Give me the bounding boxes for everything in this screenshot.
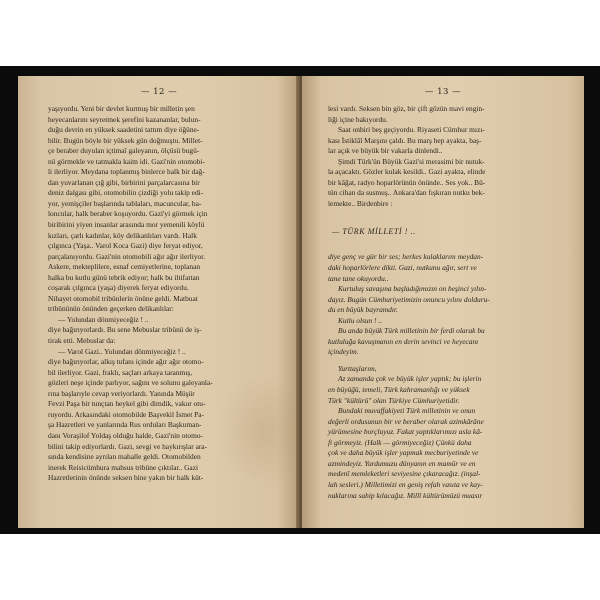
text-line: Yurttaşlarım, xyxy=(338,363,377,373)
text-line: liği içine bakıyordu. xyxy=(328,114,388,124)
text-line: sında kendisine ayrılan mahalle geldi. Otomobilden xyxy=(48,452,201,462)
text-line: Kurtuluş savaşına başladığımızın on beşinci yılın- xyxy=(338,284,487,294)
text-line: içindeyim. xyxy=(328,347,359,357)
text-line: kutluluğa kavuşmanın en derin sevinci ve heyecanı xyxy=(328,336,479,346)
text-line: dayız. Bugün Cümhuriyetimizin onuncu yılını dolduru- xyxy=(328,294,490,304)
text-line: tane tane okuyordu.. xyxy=(328,273,389,283)
text-line: bilini takip ediyorlardı. Gazi, sevgi ve haykırışlar ara- xyxy=(48,441,208,451)
text-line: lar açık ve büyük bir vakarla dinlendi.. xyxy=(328,146,443,156)
text-line: diye bağırıyorlar, alkış tufanı içinde ağır ağır otomo- xyxy=(48,357,204,367)
speech-text xyxy=(328,252,566,501)
text-line: Nihayet otomobil tribünlerin önüne geldi. Matbuat xyxy=(48,293,198,303)
text-line: — Yolundan dönmiyeceğiz ! .. xyxy=(58,314,149,324)
text-line: naklarına sahip kılacağız. Millî kültürümüzü muasır xyxy=(328,490,483,500)
text-line: halka bu kutlu günü tebrik ediyor; halk bu iltifattan xyxy=(48,272,200,282)
text-line: tün cihan da susmuş.. Ankara'dan fışkıran nutku bek- xyxy=(328,188,485,198)
text-line: kızları, çarlı kadınlar, köy delikanlıları vardı. Halk xyxy=(48,230,197,240)
text-line: tirak etti. Mebuslar da: xyxy=(48,336,116,346)
text-line: biribirini yiyen insanlar arasında mor yemenili köylü xyxy=(48,220,205,230)
text-line: loncular, halk beraber koşuyordu. Gazi'yi görmek için xyxy=(48,209,208,219)
right-page xyxy=(302,76,584,528)
text-line: yaşıyordu. Yeni bir devlet kurmuş bir milletin şen xyxy=(48,104,195,113)
text-line: coşarak çılgınca (yaşa) diyerek feryat ediyordu. xyxy=(48,283,189,293)
text-line: şa Hazretleri ve yanlarında Rus orduları Başkuman- xyxy=(48,420,202,430)
text-line: Kutlu olsun ! .. xyxy=(338,315,383,325)
text-line: bilir. Bugün böyle bir yüksek gün doğmuştu. Millet- xyxy=(48,135,203,145)
text-line: Az zamanda çok ve büyük işler yaptık; bu işlerin xyxy=(338,374,482,384)
text-line: lesi vardı. Seksen bin göz, bir çift gözün mavi engin- xyxy=(328,104,485,113)
text-line: yürümesine borçluyuz. Fakat yaptıklarımızı asla kâ- xyxy=(328,427,483,437)
text-line: ruyordu. Arkasındaki otomobilde Başvekil İsmet Pa- xyxy=(48,409,205,419)
text-line: Türk "kültürü" olan Türkiye Cümhuriyetidir. xyxy=(328,395,460,405)
text-line: diye genç ve gür bir ses; herkes kulaklarını meydan- xyxy=(328,252,484,262)
text-line: heyecanlarını seyretmek şerefini kazananlar, bulun- xyxy=(48,114,201,124)
text-line: fi görmeyiz. (Halk — görmiyeceğiz) Çünkü daha xyxy=(328,437,472,447)
text-line: dan yuvarlanan çığ gibi, birbirini parçalarcasına bir xyxy=(48,177,200,187)
page-number-right: — 13 — xyxy=(424,87,462,97)
text-line: gözleri neşe içinde parlıyor, sağını ve solunu galeyanla- xyxy=(48,378,213,388)
page-number-left: — 12 — xyxy=(140,87,178,97)
text-line: rına başlarıyle cevap veriyorlardı. Yanında Müşür xyxy=(48,388,195,398)
text-line: du en büyük bayramdır. xyxy=(328,305,398,315)
text-line: nü görmekle ve tatmakla kaim idi. Gazi'nin otomobi- xyxy=(48,156,205,166)
right-page-intro-text xyxy=(328,104,566,209)
text-line: yor, yemişçiler başlarında tablaları, macuncular, ba- xyxy=(48,198,202,208)
text-line: danı Voraşilof Yoldaş olduğu halde, Gazi'nin otomo- xyxy=(48,430,204,440)
text-line: duğu devrin en yüksek saadetini tattım diye öğüne- xyxy=(48,125,200,135)
text-line: Fevzi Paşa bir tunçtan heykel gibi dimdik, vakur otu- xyxy=(48,399,206,409)
text-line: lah sesleri.) Milletimizi en geniş refah vasıta ve kay- xyxy=(328,479,483,489)
text-line: tribününün önünden geçerken delikanlılar: xyxy=(48,304,174,314)
text-line: Hazretlerinin önünde seksen bine yakın bir halk küt- xyxy=(48,473,204,483)
text-line: deniz dalgası gibi, otomobilin çizdiği yolu takip edi- xyxy=(48,188,204,198)
text-line: medenî memleketleri seviyesine çıkaracağız. (inşal- xyxy=(328,469,481,479)
text-line: Saat onbiri beş geçiyordu. Riyaseti Cümhur mızı- xyxy=(338,125,485,135)
text-line: bir kâğat, radyo hoparlörünün önünde.. Ses yok.. Bü- xyxy=(328,177,486,187)
text-line: azmindeyiz. Yurdumuzu dünyanın en mamûr ve en xyxy=(328,458,476,468)
text-line: kası İstiklâl Marşını çaldı. Bu marş hep ayakta, baş- xyxy=(328,135,482,145)
text-line: Askere, mekteplilere, esnaf cemiyetlerine, toplanan xyxy=(48,262,201,272)
text-line: değerli ordusunun bir ve beraber olarak azimkârâne xyxy=(328,416,484,426)
text-line: la açacaktı. Gözler kulak kesildi.. Gazi ayakta, elinde xyxy=(328,167,486,177)
text-line: en büyüğü, temeli, Türk kahramanlığı ve yüksek xyxy=(328,385,470,395)
text-line: inerek Reisicümhura mahsus tribüne çıktılar.. Gazi xyxy=(48,462,199,472)
text-line: parçalanıyordu. Gazi'nin otomobili ağır ağır ilerliyor. xyxy=(48,251,206,261)
text-line: Bu anda büyük Türk milletinin bir ferdi olarak bu xyxy=(338,326,485,336)
text-line: çe beraber duyulan içtimaî galeyanın, ölçüsü bugü- xyxy=(48,146,200,156)
text-line: çok ve daha büyük işler yapmak mecburiyetinde ve xyxy=(328,448,479,458)
text-line: çılgınca (Yaşa.. Varol Koca Gazi) diye feryat ediyor, xyxy=(48,241,203,251)
text-line: diye bağırıyorlardı. Bu sene Mebuslar tribünü de iş- xyxy=(48,325,202,335)
text-line: bil ilerliyor. Gazi, fraklı, saçları arkaya taranmış, xyxy=(48,367,193,377)
text-line: li ilerliyor. Meydana toplanmış binlerce halk bir dağ- xyxy=(48,167,205,177)
text-line: Bundaki muvaffakiyeti Türk milletinin ve onun xyxy=(338,406,476,416)
text-line: — Varol Gazi.. Yolundan dönmiyeceğiz ! .. xyxy=(58,346,186,356)
speech-heading: — TÜRK MİLLETİ ! .. xyxy=(332,227,416,237)
text-line: lemekte.. Birdenbire : xyxy=(328,198,393,208)
text-line: daki hoparlörlere dikti. Gazi, nutkunu ağır, sert ve xyxy=(328,263,477,273)
paper-stain xyxy=(218,376,300,486)
text-line: Şimdi Türk'ün Büyük Gazi'si merasimi bir nutuk- xyxy=(338,156,485,166)
left-page xyxy=(18,76,300,528)
